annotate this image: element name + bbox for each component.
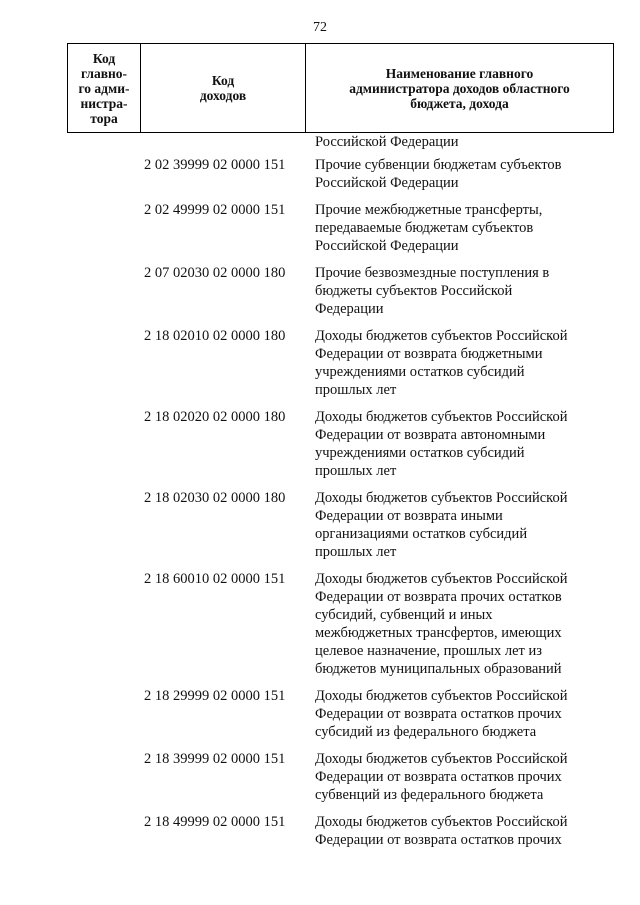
table-row	[0, 750, 640, 804]
table-row	[0, 264, 640, 318]
revenue-name-cell: Доходы бюджетов субъектов Российской Федерации от возврата автономными учреждениями остатков субсидий прошлых лет	[315, 409, 568, 479]
header-name: Наименование главного администратора доходов областного бюджета, дохода	[305, 44, 613, 132]
header-admin-code: Код главно- го адми- нистра- тора	[78, 50, 130, 126]
revenue-code-cell: 2 18 02030 02 0000 180	[144, 490, 286, 506]
table-row	[0, 687, 640, 741]
revenue-name-cell: Прочие субвенции бюджетам субъектов Российской Федерации	[315, 157, 562, 191]
revenue-name-cell: Доходы бюджетов субъектов Российской Федерации от возврата остатков прочих	[315, 814, 568, 848]
table-row	[0, 408, 640, 480]
revenue-code-cell: 2 07 02030 02 0000 180	[144, 265, 286, 281]
revenue-name-cell: Доходы бюджетов субъектов Российской Федерации от возврата прочих остатков субсидий, субвенций и иных межбюджетных трансфертов, имеющих целевое назначение, прошлых лет из бюджетов муниципальных образований	[315, 571, 568, 677]
revenue-code-cell: 2 18 29999 02 0000 151	[144, 688, 286, 704]
revenue-code-cell: 2 18 02020 02 0000 180	[144, 409, 286, 425]
revenue-name-cell: Доходы бюджетов субъектов Российской Федерации от возврата остатков прочих субвенций из федерального бюджета	[315, 751, 568, 803]
revenue-name-cell: Доходы бюджетов субъектов Российской Федерации от возврата остатков прочих субсидий из федерального бюджета	[315, 688, 568, 740]
table-row	[0, 327, 640, 399]
table-rows	[0, 156, 640, 858]
revenue-name-cell: Доходы бюджетов субъектов Российской Федерации от возврата иными организациями остатков субсидий прошлых лет	[315, 490, 568, 560]
table-row	[0, 201, 640, 255]
revenue-code-cell: 2 18 02010 02 0000 180	[144, 328, 286, 344]
table-header	[67, 43, 614, 133]
revenue-name-cell: Прочие безвозмездные поступления в бюджеты субъектов Российской Федерации	[315, 265, 550, 317]
header-revenue-code: Код доходов	[140, 44, 305, 132]
table-row	[0, 489, 640, 561]
revenue-code-cell: 2 18 60010 02 0000 151	[144, 571, 286, 587]
revenue-name-cell: Доходы бюджетов субъектов Российской Федерации от возврата бюджетными учреждениями остатков субсидий прошлых лет	[315, 328, 568, 398]
table-row	[0, 813, 640, 849]
revenue-code-cell: 2 02 39999 02 0000 151	[144, 157, 286, 173]
table-row	[0, 570, 640, 678]
revenue-code-cell: 2 02 49999 02 0000 151	[144, 202, 286, 218]
revenue-code-cell: 2 18 49999 02 0000 151	[144, 814, 286, 830]
revenue-code-cell: 2 18 39999 02 0000 151	[144, 751, 286, 767]
revenue-name-cell: Прочие межбюджетные трансферты, передаваемые бюджетам субъектов Российской Федерации	[315, 202, 543, 254]
page-number: 72	[313, 20, 327, 35]
continuation-text: Российской Федерации	[315, 134, 459, 150]
table-row	[0, 156, 640, 192]
